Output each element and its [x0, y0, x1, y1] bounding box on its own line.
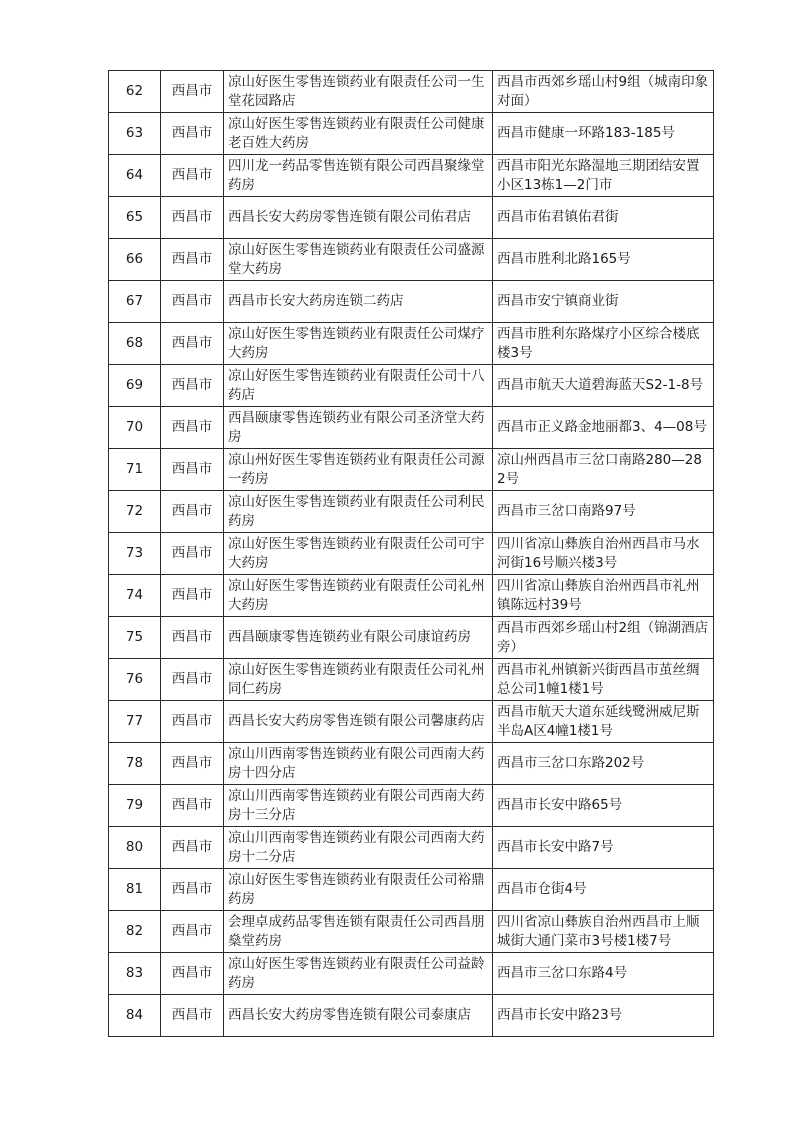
table-row: [109, 743, 714, 785]
table-row: [109, 239, 714, 281]
table-row: [109, 197, 714, 239]
row-address: 凉山州西昌市三岔口南路280—282号: [493, 449, 714, 491]
table-row: [109, 995, 714, 1037]
row-address: 西昌市正义路金地丽都3、4—08号: [493, 407, 714, 449]
row-number: 71: [109, 449, 161, 491]
row-city: 西昌市: [161, 449, 224, 491]
table-row: [109, 785, 714, 827]
row-number: 81: [109, 869, 161, 911]
pharmacy-table: [108, 70, 714, 1037]
table-row: [109, 869, 714, 911]
row-city: 西昌市: [161, 197, 224, 239]
row-number: 74: [109, 575, 161, 617]
row-number: 77: [109, 701, 161, 743]
row-pharmacy-name: 凉山好医生零售连锁药业有限责任公司一生堂花园路店: [224, 71, 493, 113]
row-pharmacy-name: 会理卓成药品零售连锁有限责任公司西昌朋燊堂药房: [224, 911, 493, 953]
table-row: [109, 827, 714, 869]
row-city: 西昌市: [161, 911, 224, 953]
row-pharmacy-name: 凉山好医生零售连锁药业有限责任公司十八药店: [224, 365, 493, 407]
row-pharmacy-name: 凉山好医生零售连锁药业有限责任公司盛源堂大药房: [224, 239, 493, 281]
row-city: 西昌市: [161, 533, 224, 575]
row-city: 西昌市: [161, 365, 224, 407]
row-address: 西昌市航天大道东延线鹭洲威尼斯半岛A区4幢1楼1号: [493, 701, 714, 743]
row-address: 西昌市航天大道碧海蓝天S2-1-8号: [493, 365, 714, 407]
row-number: 67: [109, 281, 161, 323]
row-city: 西昌市: [161, 743, 224, 785]
row-address: 西昌市长安中路7号: [493, 827, 714, 869]
row-pharmacy-name: 凉山好医生零售连锁药业有限责任公司礼州同仁药房: [224, 659, 493, 701]
table-row: [109, 365, 714, 407]
table-row: [109, 617, 714, 659]
table-row: [109, 71, 714, 113]
row-pharmacy-name: 凉山州好医生零售连锁药业有限责任公司源一药房: [224, 449, 493, 491]
table-row: [109, 155, 714, 197]
row-address: 西昌市礼州镇新兴街西昌市茧丝绸总公司1幢1楼1号: [493, 659, 714, 701]
row-number: 76: [109, 659, 161, 701]
row-address: 西昌市健康一环路183-185号: [493, 113, 714, 155]
row-address: 西昌市仓街4号: [493, 869, 714, 911]
row-number: 72: [109, 491, 161, 533]
row-city: 西昌市: [161, 71, 224, 113]
row-address: 四川省凉山彝族自治州西昌市礼州镇陈远村39号: [493, 575, 714, 617]
row-number: 83: [109, 953, 161, 995]
table-row: [109, 533, 714, 575]
row-address: 西昌市西郊乡瑶山村2组（锦湖酒店旁）: [493, 617, 714, 659]
row-address: 西昌市三岔口南路97号: [493, 491, 714, 533]
row-pharmacy-name: 凉山好医生零售连锁药业有限责任公司可宇大药房: [224, 533, 493, 575]
table-row: [109, 953, 714, 995]
row-number: 79: [109, 785, 161, 827]
row-pharmacy-name: 凉山好医生零售连锁药业有限责任公司裕鼎药房: [224, 869, 493, 911]
row-city: 西昌市: [161, 953, 224, 995]
row-city: 西昌市: [161, 407, 224, 449]
row-number: 68: [109, 323, 161, 365]
row-address: 西昌市长安中路65号: [493, 785, 714, 827]
row-city: 西昌市: [161, 281, 224, 323]
row-address: 西昌市长安中路23号: [493, 995, 714, 1037]
row-pharmacy-name: 西昌颐康零售连锁药业有限公司康谊药房: [224, 617, 493, 659]
table-row: [109, 911, 714, 953]
row-city: 西昌市: [161, 113, 224, 155]
row-address: 西昌市西郊乡瑶山村9组（城南印象对面）: [493, 71, 714, 113]
row-address: 西昌市胜利东路煤疗小区综合楼底楼3号: [493, 323, 714, 365]
row-pharmacy-name: 凉山好医生零售连锁药业有限责任公司利民药房: [224, 491, 493, 533]
row-city: 西昌市: [161, 617, 224, 659]
pharmacy-table-body: [109, 71, 714, 1037]
row-city: 西昌市: [161, 155, 224, 197]
row-address: 西昌市佑君镇佑君街: [493, 197, 714, 239]
table-row: [109, 449, 714, 491]
row-number: 64: [109, 155, 161, 197]
table-row: [109, 491, 714, 533]
row-pharmacy-name: 凉山川西南零售连锁药业有限公司西南大药房十三分店: [224, 785, 493, 827]
row-address: 西昌市安宁镇商业街: [493, 281, 714, 323]
row-number: 63: [109, 113, 161, 155]
row-number: 75: [109, 617, 161, 659]
table-row: [109, 701, 714, 743]
row-pharmacy-name: 西昌长安大药房零售连锁有限公司泰康店: [224, 995, 493, 1037]
row-pharmacy-name: 凉山川西南零售连锁药业有限公司西南大药房十四分店: [224, 743, 493, 785]
row-number: 62: [109, 71, 161, 113]
row-number: 66: [109, 239, 161, 281]
row-city: 西昌市: [161, 575, 224, 617]
row-pharmacy-name: 凉山好医生零售连锁药业有限责任公司健康老百姓大药房: [224, 113, 493, 155]
row-city: 西昌市: [161, 827, 224, 869]
table-row: [109, 281, 714, 323]
table-row: [109, 113, 714, 155]
row-pharmacy-name: 西昌长安大药房零售连锁有限公司佑君店: [224, 197, 493, 239]
row-city: 西昌市: [161, 869, 224, 911]
row-address: 西昌市三岔口东路202号: [493, 743, 714, 785]
row-pharmacy-name: 四川龙一药品零售连锁有限公司西昌聚缘堂药房: [224, 155, 493, 197]
table-row: [109, 323, 714, 365]
row-pharmacy-name: 西昌市长安大药房连锁二药店: [224, 281, 493, 323]
row-city: 西昌市: [161, 701, 224, 743]
row-city: 西昌市: [161, 995, 224, 1037]
row-pharmacy-name: 西昌长安大药房零售连锁有限公司馨康药店: [224, 701, 493, 743]
row-pharmacy-name: 凉山好医生零售连锁药业有限责任公司礼州大药房: [224, 575, 493, 617]
row-address: 西昌市三岔口东路4号: [493, 953, 714, 995]
row-city: 西昌市: [161, 659, 224, 701]
row-number: 82: [109, 911, 161, 953]
row-city: 西昌市: [161, 785, 224, 827]
row-pharmacy-name: 凉山好医生零售连锁药业有限责任公司益龄药房: [224, 953, 493, 995]
row-number: 78: [109, 743, 161, 785]
table-row: [109, 659, 714, 701]
table-row: [109, 407, 714, 449]
row-address: 四川省凉山彝族自治州西昌市上顺城街大通门菜市3号楼1楼7号: [493, 911, 714, 953]
row-pharmacy-name: 西昌颐康零售连锁药业有限公司圣济堂大药房: [224, 407, 493, 449]
table-row: [109, 575, 714, 617]
row-city: 西昌市: [161, 239, 224, 281]
row-number: 69: [109, 365, 161, 407]
row-city: 西昌市: [161, 323, 224, 365]
row-number: 80: [109, 827, 161, 869]
row-pharmacy-name: 凉山川西南零售连锁药业有限公司西南大药房十二分店: [224, 827, 493, 869]
row-number: 84: [109, 995, 161, 1037]
row-address: 西昌市阳光东路湿地三期团结安置小区13栋1—2门市: [493, 155, 714, 197]
row-address: 西昌市胜利北路165号: [493, 239, 714, 281]
row-address: 四川省凉山彝族自治州西昌市马水河街16号顺兴楼3号: [493, 533, 714, 575]
row-number: 70: [109, 407, 161, 449]
row-pharmacy-name: 凉山好医生零售连锁药业有限责任公司煤疗大药房: [224, 323, 493, 365]
row-city: 西昌市: [161, 491, 224, 533]
row-number: 73: [109, 533, 161, 575]
row-number: 65: [109, 197, 161, 239]
